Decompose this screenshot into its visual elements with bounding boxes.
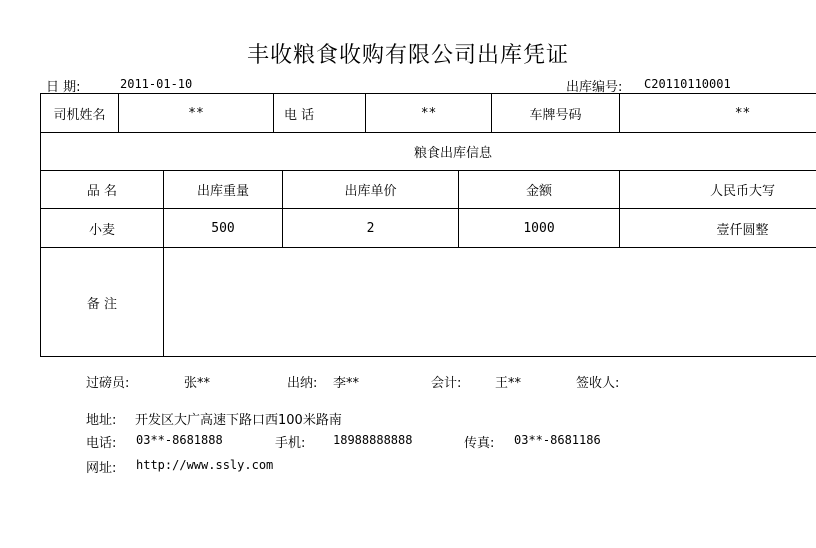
receiver-label: 签收人: [576,376,620,391]
website-link[interactable]: http://www.ssly.com [136,458,274,472]
fax-label: 传真: [464,436,495,451]
accountant-value: 王** [495,376,522,391]
item-rmb: 壹仟圆整 [620,209,816,248]
item-price: 2 [283,209,459,248]
voucher-number-label: 出库编号: [566,80,623,95]
fax-value: 03**-8681186 [514,433,601,447]
date-value: 2011-01-10 [120,77,193,91]
col-header-name: 品 名 [41,171,164,209]
table-row [41,209,816,248]
col-header-weight: 出库重量 [164,171,283,209]
phone-label: 电 话 [274,94,366,133]
document-title: 丰收粮食收购有限公司出库凭证 [246,43,569,68]
weigher-value: 张** [184,376,211,391]
section-title: 粮食出库信息 [41,133,816,171]
remark-label: 备 注 [41,248,164,357]
driver-name-value: ** [119,94,274,133]
accountant-label: 会计: [431,376,462,391]
phone-value: ** [366,94,492,133]
col-header-price: 出库单价 [283,171,459,209]
driver-name-label: 司机姓名 [41,94,119,133]
address-label: 地址: [86,413,117,428]
mobile-value: 18988888888 [333,433,413,447]
plate-number-value: ** [620,94,816,133]
cashier-label: 出纳: [287,376,318,391]
item-name: 小麦 [41,209,164,248]
voucher-number-value: C20110110001 [644,77,731,91]
plate-number-label: 车牌号码 [492,94,620,133]
tel-value: 03**-8681888 [136,433,223,447]
item-amount: 1000 [459,209,620,248]
col-header-amount: 金额 [459,171,620,209]
remark-content [164,248,816,357]
website-label: 网址: [86,461,117,476]
item-weight: 500 [164,209,283,248]
address-value: 开发区大广高速下路口西100米路南 [135,413,342,428]
tel-label: 电话: [86,436,117,451]
voucher-table [40,93,816,357]
weigher-label: 过磅员: [86,376,130,391]
mobile-label: 手机: [275,436,306,451]
col-header-rmb: 人民币大写 [620,171,816,209]
cashier-value: 李** [333,376,360,391]
date-label: 日 期: [46,80,81,95]
